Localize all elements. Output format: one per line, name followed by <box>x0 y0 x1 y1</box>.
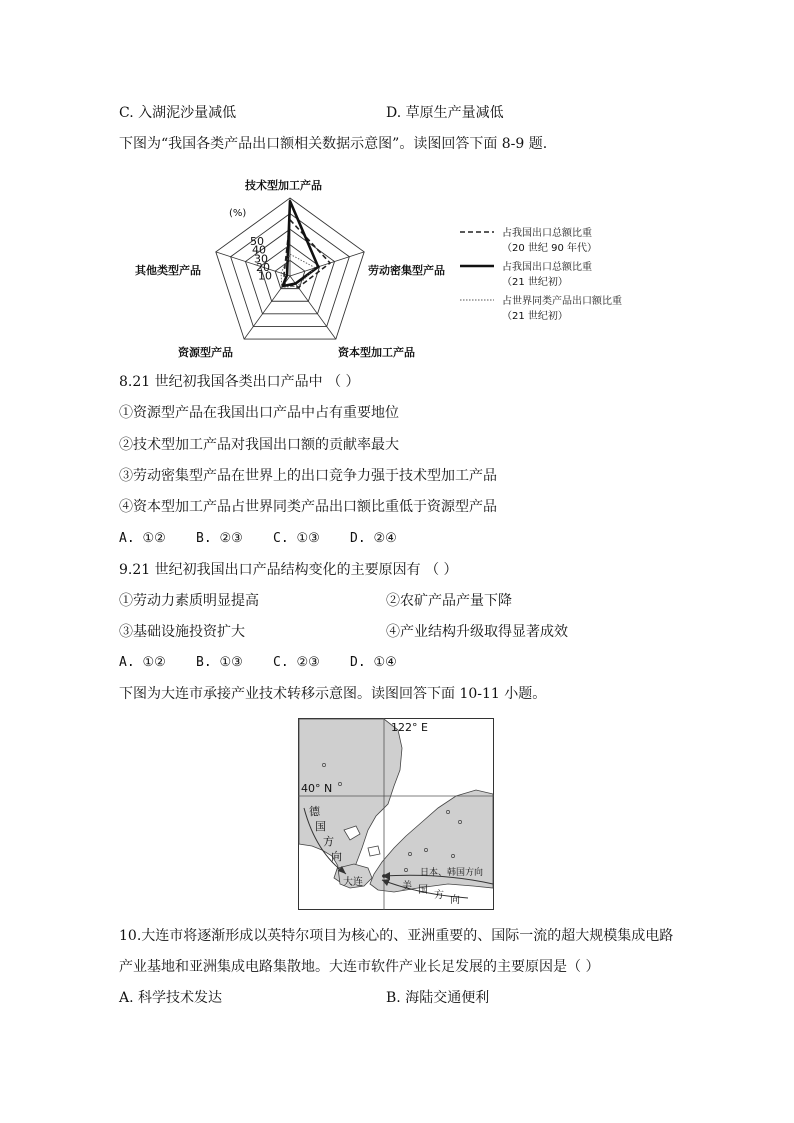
q10-stem-2: 产业基地和亚洲集成电路集散地。大连市软件产业长足发展的主要原因是（ ） <box>119 959 600 975</box>
q8-item-2: ②技术型加工产品对我国出口额的贡献率最大 <box>119 437 399 453</box>
legend-sublabel-1: （20 世纪 90 年代） <box>502 243 597 254</box>
tick-label: 50 <box>250 235 264 249</box>
q10-stem-1: 10.大连市将逐渐形成以英特尔项目为核心的、亚洲重要的、国际一流的超大规模集成电路 <box>119 928 674 944</box>
legend-label-1: 占我国出口总额比重 <box>502 228 592 239</box>
category-label: 技术型加工产品 <box>245 179 322 192</box>
radar-legend <box>460 226 622 322</box>
category-label: 资源型产品 <box>178 346 233 359</box>
q9-option-c: C. ②③ <box>273 655 320 670</box>
tick-label: 40 <box>252 243 266 257</box>
q10-option-a: A. 科学技术发达 <box>119 990 223 1006</box>
radar-series <box>281 201 330 287</box>
germany-label-2: 国 <box>315 820 326 833</box>
q8-option-d: D. ②④ <box>350 531 397 546</box>
category-label: 资本型加工产品 <box>338 346 415 359</box>
tick-label: 30 <box>254 252 268 266</box>
usa-label-2: 国 <box>418 885 428 896</box>
q9-item-4: ④产业结构升级取得显著成效 <box>386 624 568 640</box>
q8-option-b: B. ②③ <box>196 531 243 546</box>
q8-option-c: C. ①③ <box>273 531 320 546</box>
germany-label-1: 德 <box>309 805 320 818</box>
q8-option-a: A. ①② <box>119 531 166 546</box>
q9-stem: 9.21 世纪初我国出口产品结构变化的主要原因有 （ ） <box>119 562 458 578</box>
intro-10-11: 下图为大连市承接产业技术转移示意图。读图回答下面 10-11 小题。 <box>119 686 547 702</box>
unit-label: (%) <box>229 208 247 219</box>
q9-item-3: ③基础设施投资扩大 <box>119 624 245 640</box>
usa-label-1: 美 <box>402 881 412 892</box>
dalian-label: 大连 <box>343 877 363 888</box>
germany-label-4: 向 <box>331 850 342 863</box>
legend-label-2: 占我国出口总额比重 <box>502 262 592 273</box>
legend-sublabel-2: （21 世纪初） <box>502 277 568 288</box>
option-d: D. 草原生产量减低 <box>386 105 504 121</box>
tick-label: 20 <box>256 260 270 274</box>
intro-8-9: 下图为“我国各类产品出口额相关数据示意图”。读图回答下面 8-9 题. <box>119 136 548 152</box>
category-label: 劳动密集型产品 <box>368 264 445 277</box>
q9-item-1: ①劳动力素质明显提高 <box>119 593 259 609</box>
dalian-map <box>298 718 494 910</box>
radar-chart <box>130 176 650 360</box>
option-c: C. 入湖泥沙量减低 <box>119 105 237 121</box>
category-label: 其他类型产品 <box>135 264 201 277</box>
q10-option-b: B. 海陆交通便利 <box>386 990 490 1006</box>
lat-label: 40° N <box>301 782 333 795</box>
q9-item-2: ②农矿产品产量下降 <box>386 593 512 609</box>
legend-label-3: 占世界同类产品出口额比重 <box>502 296 622 307</box>
q8-item-1: ①资源型产品在我国出口产品中占有重要地位 <box>119 405 399 421</box>
japan-korea-label: 日本、韩国方向 <box>420 868 484 878</box>
q8-item-3: ③劳动密集型产品在世界上的出口竞争力强于技术型加工产品 <box>119 468 497 484</box>
lon-label: 122° E <box>391 721 428 734</box>
island <box>368 846 380 856</box>
usa-label-3: 方 <box>434 890 444 901</box>
tick-label: 10 <box>258 269 272 283</box>
legend-sublabel-3: （21 世纪初） <box>502 311 568 322</box>
q9-option-a: A. ①② <box>119 655 166 670</box>
grid-spoke <box>290 252 364 276</box>
germany-label-3: 方 <box>323 835 334 848</box>
usa-label-4: 向 <box>450 895 460 906</box>
q8-item-4: ④资本型加工产品占世界同类产品出口额比重低于资源型产品 <box>119 499 497 515</box>
q9-option-d: D. ①④ <box>350 655 397 670</box>
q9-option-b: B. ①③ <box>196 655 243 670</box>
grid-spoke <box>290 276 336 339</box>
q8-stem: 8.21 世纪初我国各类出口产品中 （ ） <box>119 374 360 390</box>
